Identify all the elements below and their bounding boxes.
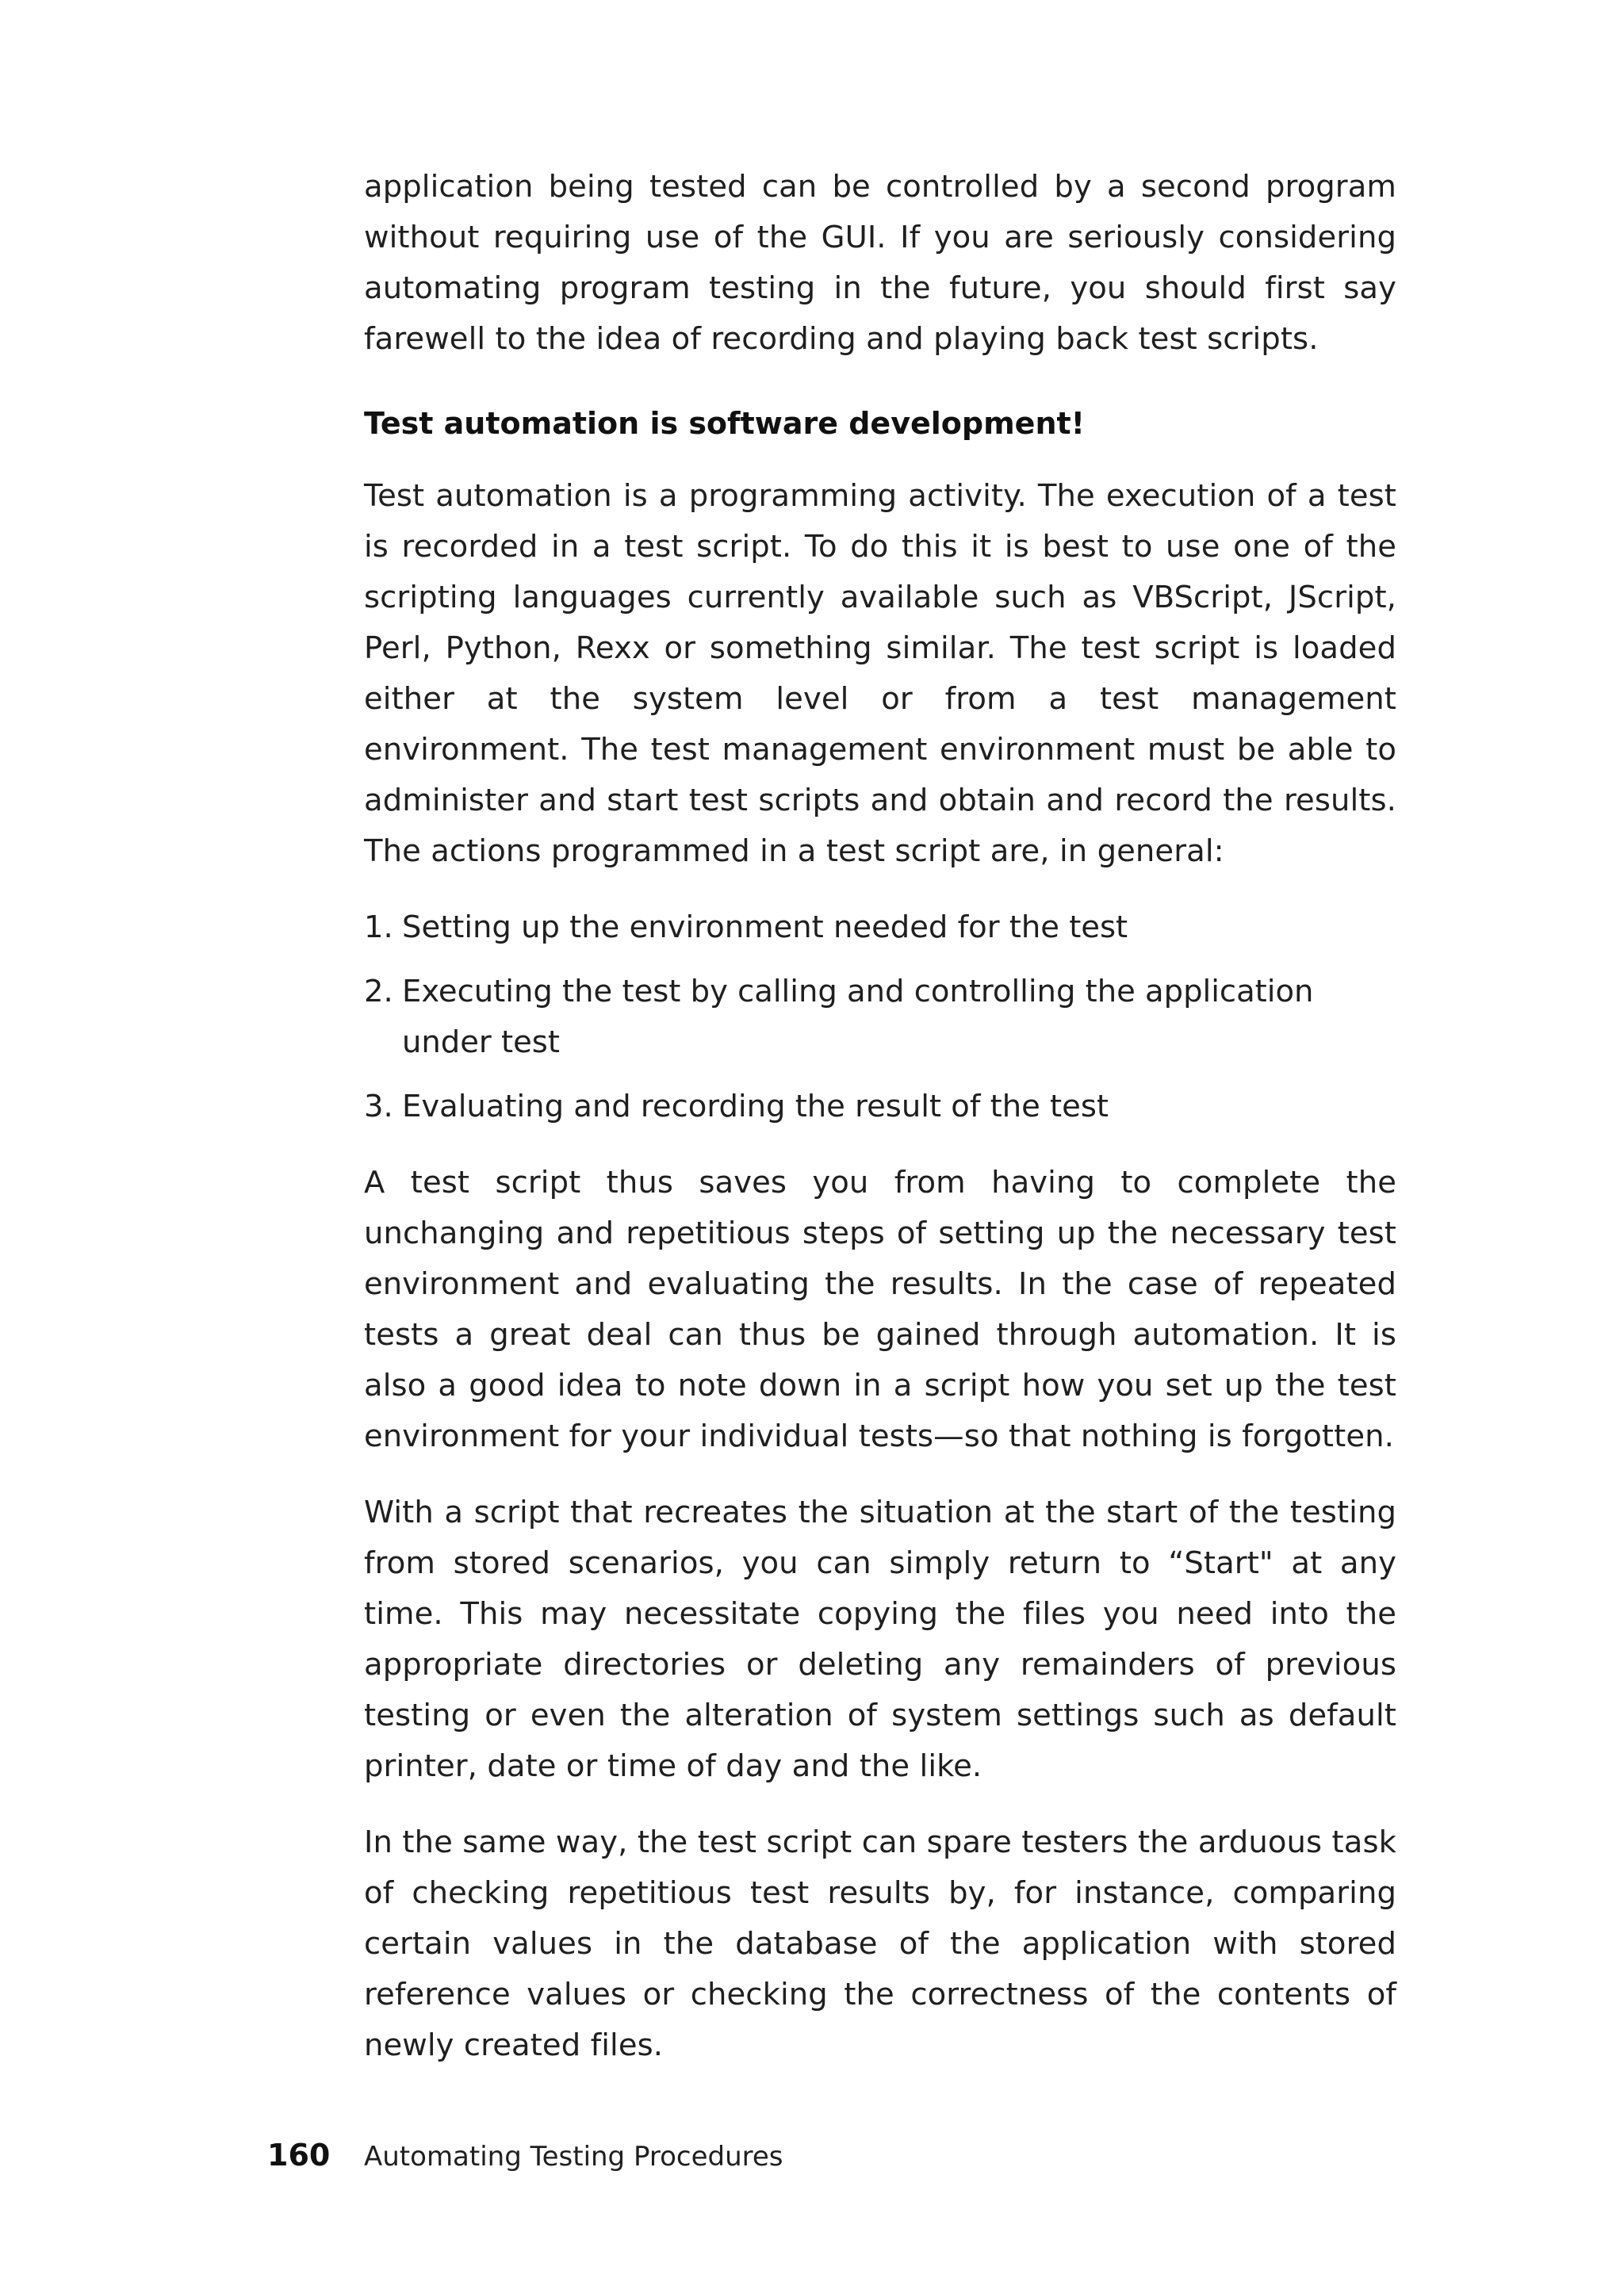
intro-paragraph: application being tested can be controlled by a second program without requiring use of the GUI. If you are seriously considering automating program testing in the future, you should first say farewell to the idea of recording and playing back test scripts. bbox=[364, 169, 1396, 357]
paragraph-test-script-benefits: A test script thus saves you from having to complete the unchanging and repetitious steps of setting up the necessary test environment and evaluating the results. In the case of repeated tests a great deal can thus be gained through automation. It is also a good idea to note down in a script how you set up the test environment for your individual tests—so that nothing is forgotten. bbox=[364, 1165, 1396, 1454]
list-item-number: 3. bbox=[364, 1089, 393, 1124]
section-heading: Test automation is software development! bbox=[364, 406, 1085, 441]
paragraph-start-scenarios: With a script that recreates the situation at the start of the testing from stored scenarios, you can simply return to “Start" at any time. This may necessitate copying the files you need into the appropriate directories or deleting any remainders of previous testing or even the alteration of system settings such as default printer, date or time of day and the like. bbox=[364, 1495, 1396, 1784]
list-item-text: Evaluating and recording the result of the test bbox=[402, 1089, 1109, 1124]
paragraph-test-automation: Test automation is a programming activity. The execution of a test is recorded in a test script. To do this it is best to use one of the scripting languages currently available such as VBScript, JScript, Perl, Python, Rexx or something similar. The test script is loaded either at the system level or from a test management environment. The test management environment must be able to administer and start test scripts and obtain and record the results. The actions programmed in a test script are, in general: bbox=[364, 478, 1396, 869]
list-item-text: Executing the test by calling and controlling the application under test bbox=[402, 974, 1314, 1060]
page-footer bbox=[267, 2138, 783, 2179]
page-body bbox=[364, 162, 1396, 2071]
list-item-number: 1. bbox=[364, 909, 393, 945]
running-title: Automating Testing Procedures bbox=[364, 2141, 783, 2173]
list-item bbox=[364, 902, 1396, 953]
list-item bbox=[364, 1082, 1396, 1132]
page-number: 160 bbox=[267, 2138, 331, 2173]
list-item-text: Setting up the environment needed for the test bbox=[402, 909, 1128, 945]
actions-list bbox=[364, 902, 1396, 1132]
list-item-number: 2. bbox=[364, 974, 393, 1009]
paragraph-checking-results: In the same way, the test script can spare testers the arduous task of checking repetitious test results by, for instance, comparing certain values in the database of the application with stored reference values or checking the correctness of the contents of newly created files. bbox=[364, 1824, 1396, 2063]
list-item bbox=[364, 967, 1396, 1068]
